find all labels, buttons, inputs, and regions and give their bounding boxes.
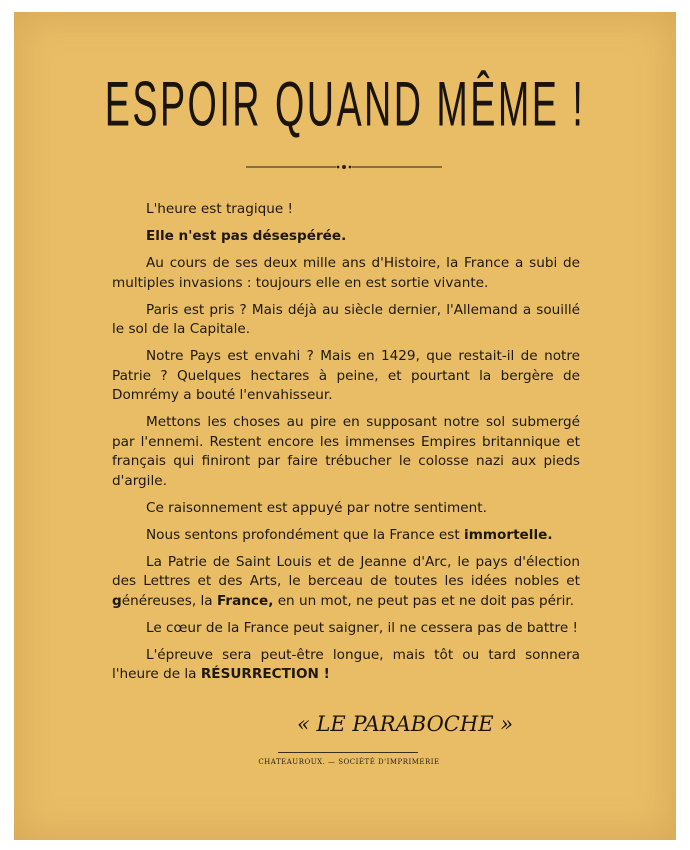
- text-run: Au cours de ses deux mille ans d'Histoire, la France a subi de multiples invasions : toujours elle en est sortie vivante.: [112, 255, 580, 291]
- ornament-divider: [246, 162, 442, 172]
- paragraph: [112, 553, 580, 612]
- text-run: Ce raisonnement est appuyé par notre sentiment.: [146, 499, 487, 516]
- paragraph: [112, 526, 580, 546]
- paragraph: [112, 413, 580, 491]
- paragraph: [112, 301, 580, 340]
- text-run: énéreuses, la: [121, 592, 217, 609]
- paragraph: [112, 646, 580, 685]
- text-run: Mettons les choses au pire en supposant notre sol submergé par l'ennemi. Restent encore les immenses Empires britannique et français qui finiront par faire trébucher le colosse nazi aux pieds d'argile.: [112, 414, 580, 489]
- poster-title: ESPOIR QUAND MÊME !: [104, 67, 586, 140]
- printer-credit: CHATEAUROUX. — SOCIÉTÉ D'IMPRIMERIE: [258, 758, 440, 766]
- bold-text: g: [112, 592, 122, 609]
- paragraph: [112, 254, 580, 293]
- paragraph: [112, 499, 580, 519]
- signature: « LE PARABOCHE »: [296, 712, 514, 736]
- text-run: La Patrie de Saint Louis et de Jeanne d'Arc, le pays d'élection des Lettres et des Arts, le berceau de toutes les idées nobles et: [112, 553, 580, 589]
- text-run: Paris est pris ? Mais déjà au siècle dernier, l'Allemand a souillé le sol de la Capitale.: [112, 301, 580, 337]
- text-run: Nous sentons profondément que la France est: [146, 526, 465, 543]
- bold-text: France,: [216, 592, 274, 609]
- text-run: L'heure est tragique !: [146, 201, 294, 217]
- text-run: Le cœur de la France peut saigner, il ne cessera pas de battre !: [146, 619, 578, 636]
- poster-sheet: [14, 12, 676, 840]
- bold-text: RÉSURRECTION !: [200, 666, 330, 682]
- proclamation-text: [112, 200, 580, 692]
- footer-rule: [278, 752, 418, 753]
- paragraph: [112, 227, 580, 247]
- text-run: Notre Pays est envahi ? Mais en 1429, que restait-il de notre Patrie ? Quelques hectares à peine, et pourtant la bergère de Domrémy a bouté l'envahisseur.: [112, 348, 580, 403]
- text-run: L'épreuve sera peut-être longue, mais tôt ou tard sonnera l'heure de la: [112, 646, 580, 682]
- paragraph: [112, 347, 580, 406]
- bold-text: Elle n'est pas désespérée.: [146, 228, 347, 244]
- text-run: en un mot, ne peut pas et ne doit pas périr.: [273, 592, 575, 609]
- paragraph: [112, 200, 580, 220]
- paragraph: [112, 619, 580, 639]
- bold-text: immortelle.: [464, 526, 553, 543]
